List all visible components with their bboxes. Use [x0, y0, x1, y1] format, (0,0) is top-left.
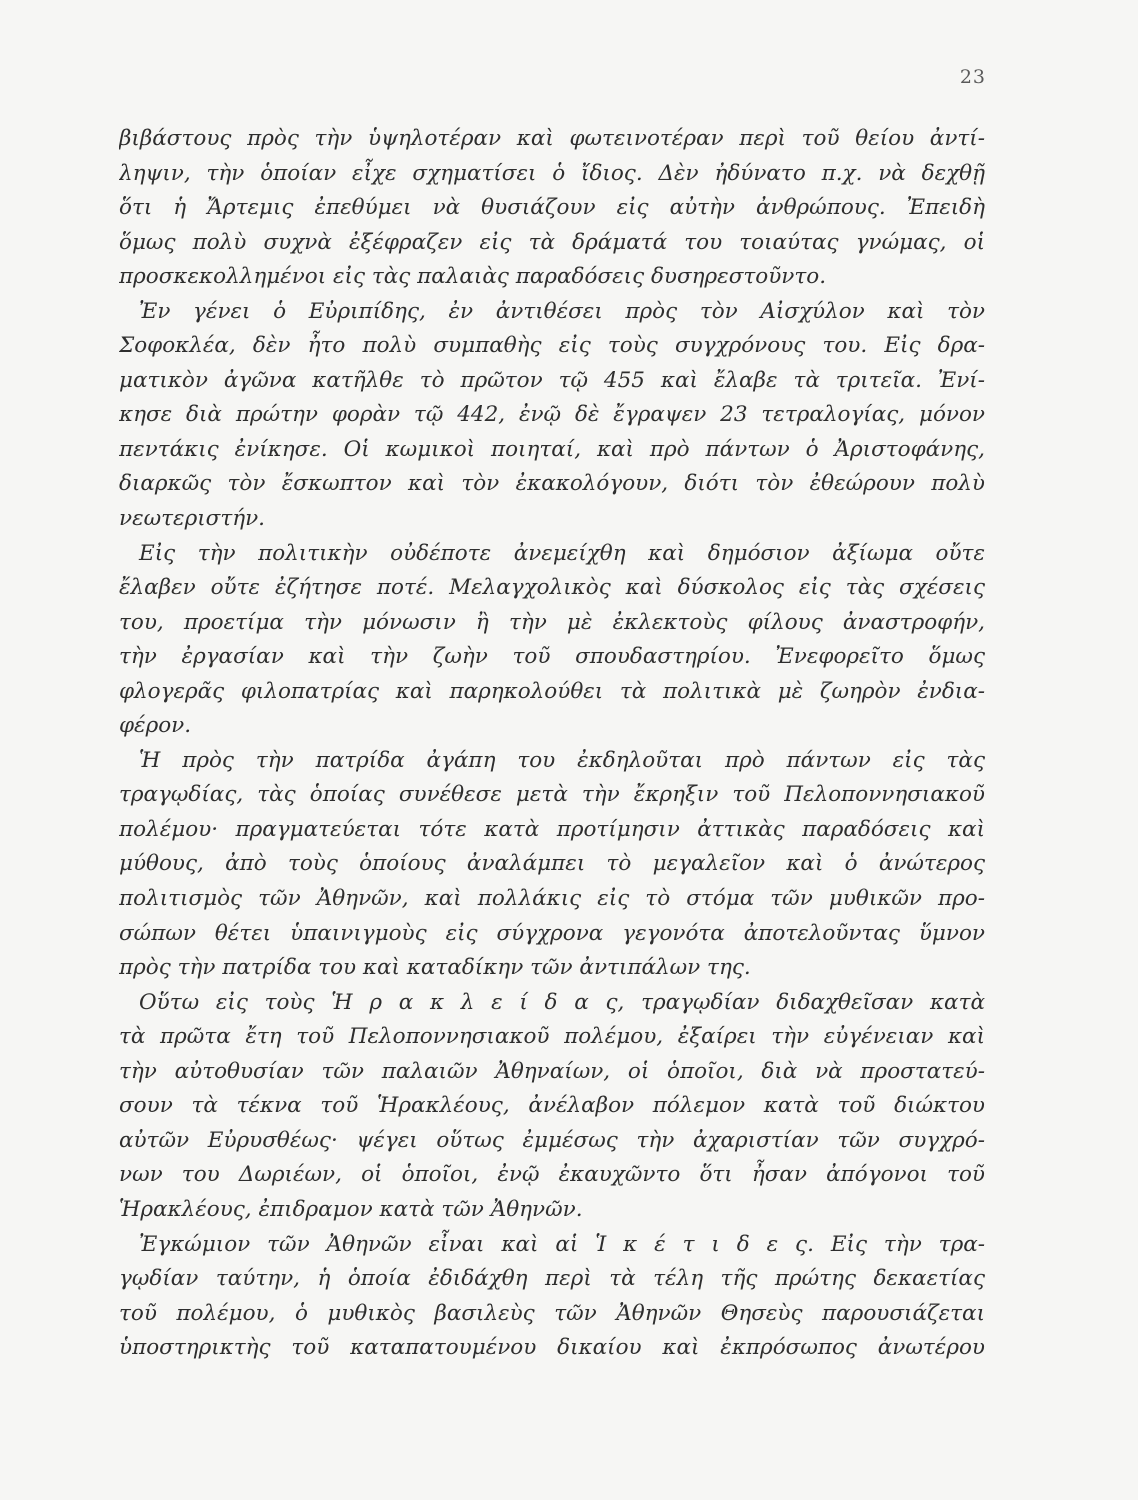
text-line: γῳδίαν ταύτην, ἡ ὁποία ἐδιδάχθη περὶ τὰ τέλη τῆς πρώτης δεκαετίας — [119, 1266, 985, 1292]
text-line: Ἡ πρὸς τὴν πατρίδα ἀγάπη του ἐκδηλοῦται πρὸ πάντων εἰς τὰς — [139, 747, 985, 773]
text-line: νεωτεριστήν. — [119, 506, 265, 532]
text-line: Οὕτω εἰς τοὺς Ἡ ρ α κ λ ε ί δ α ς, τραγῳδίαν διδαχθεῖσαν κατὰ — [139, 989, 985, 1015]
text-line: φλογερᾶς φιλοπατρίας καὶ παρηκολούθει τὰ πολιτικὰ μὲ ζωηρὸν ἐνδια- — [119, 678, 985, 704]
text-line: τραγῳδίας, τὰς ὁποίας συνέθεσε μετὰ τὴν ἔκρηξιν τοῦ Πελοποννησιακοῦ — [119, 782, 985, 808]
text-line: πεντάκις ἐνίκησε. Οἱ κωμικοὶ ποιηταί, καὶ πρὸ πάντων ὁ Ἀριστοφάνης, — [119, 436, 985, 462]
text-line: φέρον. — [119, 713, 192, 739]
text-line: τὴν αὐτοθυσίαν τῶν παλαιῶν Ἀθηναίων, οἱ ὁποῖοι, διὰ νὰ προστατεύ- — [119, 1058, 985, 1084]
text-line: βιβάστους πρὸς τὴν ὑψηλοτέραν καὶ φωτεινοτέραν περὶ τοῦ θείου ἀντί- — [119, 126, 985, 151]
text-line: ὑποστηρικτὴς τοῦ καταπατουμένου δικαίου καὶ ἐκπρόσωπος ἀνωτέρου — [119, 1335, 985, 1361]
text-line: ληψιν, τὴν ὁποίαν εἶχε σχηματίσει ὁ ἴδιος. Δὲν ἠδύνατο π.χ. νὰ δεχθῇ — [119, 160, 985, 186]
text-line: Ἐγκώμιον τῶν Ἀθηνῶν εἶναι καὶ αἱ Ἱ κ έ τ ι δ ε ς. Εἰς τὴν τρα- — [139, 1231, 985, 1257]
text-line: πρὸς τὴν πατρίδα του καὶ καταδίκην τῶν ἀντιπάλων της. — [119, 955, 751, 981]
text-line: προσκεκολλημένοι εἰς τὰς παλαιὰς παραδόσεις δυσηρεστοῦντο. — [119, 264, 827, 290]
text-line: Εἰς τὴν πολιτικὴν οὐδέποτε ἀνεμείχθη καὶ δημόσιον ἀξίωμα οὔτε — [139, 540, 985, 566]
body-text — [119, 122, 985, 1366]
text-line: αὐτῶν Εὐρυσθέως· ψέγει οὕτως ἐμμέσως τὴν ἀχαριστίαν τῶν συγχρό- — [119, 1127, 985, 1153]
text-line: τὰ πρῶτα ἔτη τοῦ Πελοποννησιακοῦ πολέμου, ἐξαίρει τὴν εὐγένειαν καὶ — [119, 1024, 985, 1050]
text-line: πολιτισμὸς τῶν Ἀθηνῶν, καὶ πολλάκις εἰς τὸ στόμα τῶν μυθικῶν προ- — [119, 886, 985, 912]
text-line: ματικὸν ἀγῶνα κατῆλθε τὸ πρῶτον τῷ 455 καὶ ἔλαβε τὰ τριτεῖα. Ἐνί- — [119, 367, 985, 393]
text-line: μύθους, ἀπὸ τοὺς ὁποίους ἀναλάμπει τὸ μεγαλεῖον καὶ ὁ ἀνώτερος — [119, 851, 985, 877]
text-line: σώπων θέτει ὑπαινιγμοὺς εἰς σύγχρονα γεγονότα ἀποτελοῦντας ὕμνον — [119, 920, 985, 946]
text-line: ὅτι ἡ Ἄρτεμις ἐπεθύμει νὰ θυσιάζουν εἰς αὐτὴν ἀνθρώπους. Ἐπειδὴ — [119, 195, 985, 221]
text-line: τοῦ πολέμου, ὁ μυθικὸς βασιλεὺς τῶν Ἀθηνῶν Θησεὺς παρουσιάζεται — [119, 1300, 985, 1326]
text-line: Ἡρακλέους, ἐπιδραμον κατὰ τῶν Ἀθηνῶν. — [119, 1196, 583, 1222]
text-line: νων του Δωριέων, οἱ ὁποῖοι, ἐνῷ ἐκαυχῶντο ὅτι ἦσαν ἀπόγονοι τοῦ — [119, 1162, 985, 1188]
text-line: Ἐν γένει ὁ Εὐριπίδης, ἐν ἀντιθέσει πρὸς τὸν Αἰσχύλον καὶ τὸν — [139, 298, 985, 324]
text-line: ἔλαβεν οὔτε ἐζήτησε ποτέ. Μελαγχολικὸς καὶ δύσκολος εἰς τὰς σχέσεις — [119, 575, 985, 601]
text-line: σουν τὰ τέκνα τοῦ Ἡρακλέους, ἀνέλαβον πόλεμον κατὰ τοῦ διώκτου — [119, 1093, 985, 1119]
text-line: ὅμως πολὺ συχνὰ ἐξέφραζεν εἰς τὰ δράματά του τοιαύτας γνώμας, οἱ — [119, 229, 985, 255]
text-line: Σοφοκλέα, δὲν ἦτο πολὺ συμπαθὴς εἰς τοὺς συγχρόνους του. Εἰς δρα- — [119, 333, 985, 359]
text-line: κησε διὰ πρώτην φορὰν τῷ 442, ἐνῷ δὲ ἔγραψεν 23 τετραλογίας, μόνον — [119, 402, 985, 428]
text-line: πολέμου· πραγματεύεται τότε κατὰ προτίμησιν ἀττικὰς παραδόσεις καὶ — [119, 816, 985, 842]
text-line: τὴν ἐργασίαν καὶ τὴν ζωὴν τοῦ σπουδαστηρίου. Ἐνεφορεῖτο ὅμως — [119, 644, 985, 670]
text-line: του, προετίμα τὴν μόνωσιν ἢ τὴν μὲ ἐκλεκτοὺς φίλους ἀναστροφήν, — [119, 609, 985, 635]
text-line: διαρκῶς τὸν ἔσκωπτον καὶ τὸν ἐκακολόγουν, διότι τὸν ἐθεώρουν πολὺ — [119, 471, 985, 497]
page-number: 23 — [959, 66, 986, 88]
